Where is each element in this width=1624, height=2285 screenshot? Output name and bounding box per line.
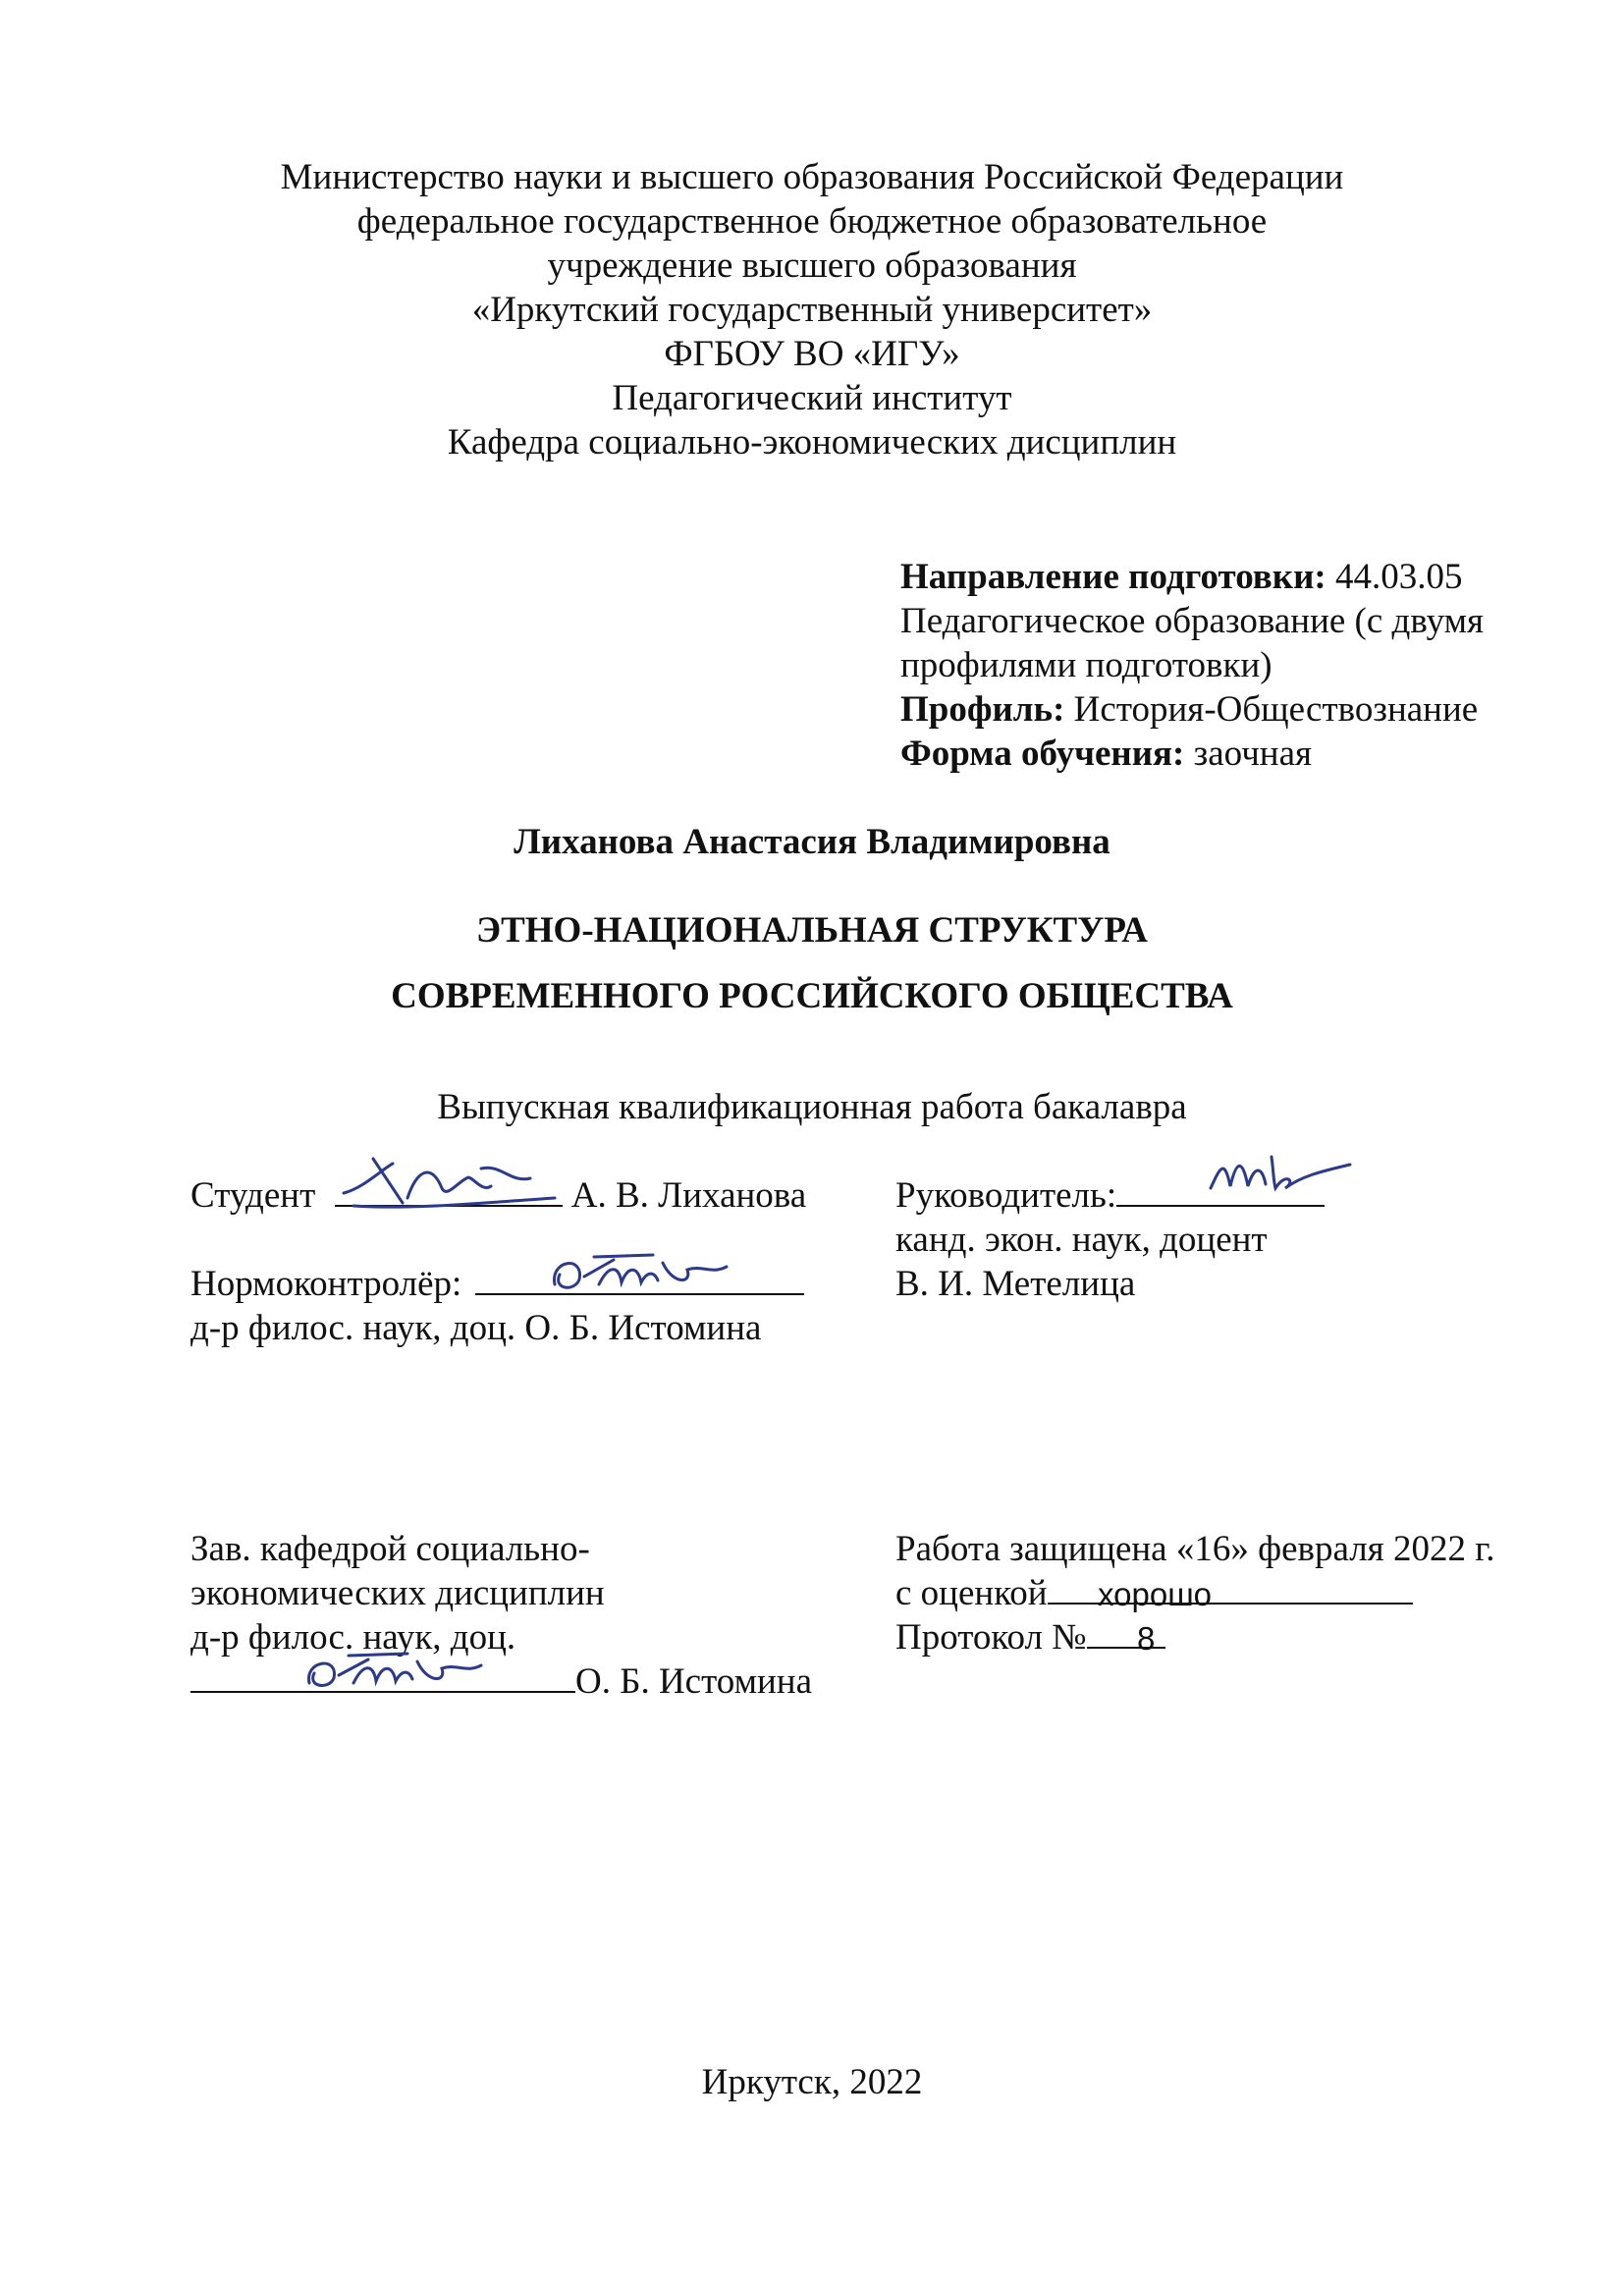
direction-code: 44.03.05 xyxy=(1326,557,1463,597)
profile-line xyxy=(900,687,1478,732)
institute-line: Педагогический институт xyxy=(612,378,1012,418)
head-line-2: экономических дисциплин xyxy=(190,1573,605,1613)
student-label: Студент xyxy=(190,1175,316,1216)
grade-label: с оценкой xyxy=(895,1573,1048,1613)
student-signature-icon xyxy=(334,1149,569,1218)
work-type: Выпускная квалификационная работа бакалавра xyxy=(437,1087,1187,1127)
institution-type-line-2: учреждение высшего образования xyxy=(547,245,1077,286)
head-line-1: Зав. кафедрой социально- xyxy=(190,1529,590,1569)
protocol-value: 8 xyxy=(1137,1620,1156,1657)
study-form-value: заочная xyxy=(1184,734,1313,774)
protocol-row xyxy=(895,1615,1165,1659)
author-name: Лиханова Анастасия Владимировна xyxy=(514,822,1110,862)
university-line: «Иркутский государственный университет» xyxy=(471,290,1153,330)
university-short-line: ФГБОУ ВО «ИГУ» xyxy=(664,334,960,374)
institution-type-line: федеральное государственное бюджетное образовательное xyxy=(356,201,1268,242)
city-year: Иркутск, 2022 xyxy=(701,2062,923,2102)
direction-name-line-1: Педагогическое образование (с двумя xyxy=(900,601,1485,641)
profile-label: Профиль: xyxy=(900,689,1065,730)
head-line-3: д-р филос. наук, доц. xyxy=(190,1617,516,1658)
profile-value: История-Обществознание xyxy=(1064,689,1479,730)
supervisor-name: В. И. Метелица xyxy=(895,1264,1136,1304)
study-form-label: Форма обучения: xyxy=(900,734,1185,774)
student-name: А. В. Лиханова xyxy=(562,1175,807,1216)
direction-line xyxy=(900,555,1463,599)
head-signature-row xyxy=(190,1659,812,1704)
head-signature-icon xyxy=(299,1646,496,1700)
supervisor-signature-icon xyxy=(1203,1147,1360,1206)
study-form-line xyxy=(900,732,1312,776)
normcontrol-name: д-р филос. наук, доц. О. Б. Истомина xyxy=(190,1308,762,1348)
defense-date-line: Работа защищена «16» февраля 2022 г. xyxy=(895,1529,1495,1569)
normcontrol-label: Нормоконтролёр: xyxy=(190,1264,462,1304)
ministry-line: Министерство науки и высшего образования Российской Федерации xyxy=(280,157,1344,197)
supervisor-label: Руководитель: xyxy=(895,1175,1117,1216)
grade-value: хорошо xyxy=(1098,1576,1213,1612)
normcontrol-signature-icon xyxy=(545,1245,741,1304)
supervisor-degree: канд. экон. наук, доцент xyxy=(895,1220,1268,1260)
direction-label: Направление подготовки: xyxy=(900,557,1326,597)
head-name: О. Б. Истомина xyxy=(575,1661,813,1702)
protocol-label: Протокол № xyxy=(895,1617,1087,1658)
title-line-2: СОВРЕМЕННОГО РОССИЙСКОГО ОБЩЕСТВА xyxy=(391,976,1233,1016)
direction-name-line-2: профилями подготовки) xyxy=(900,645,1272,685)
department-line: Кафедра социально-экономических дисциплин xyxy=(447,422,1177,462)
title-line-1: ЭТНО-НАЦИОНАЛЬНАЯ СТРУКТУРА xyxy=(476,910,1148,951)
